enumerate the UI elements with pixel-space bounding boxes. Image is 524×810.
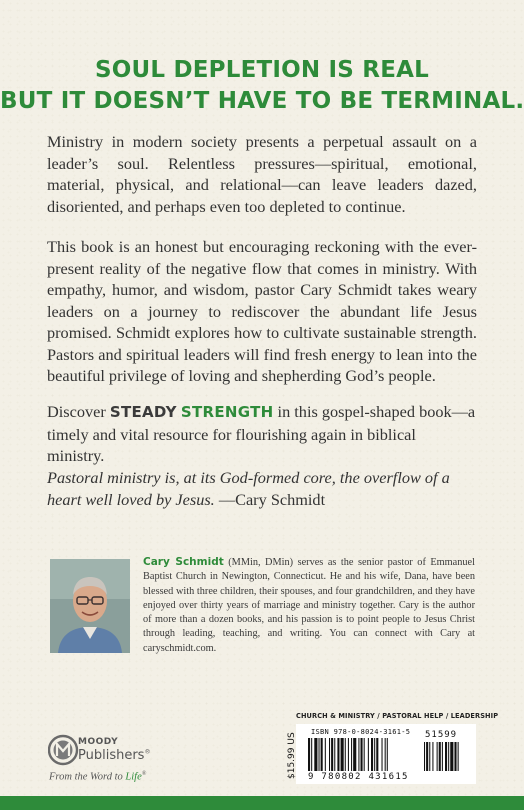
isbn-label: ISBN 978-0-8024-3161-5	[311, 728, 411, 736]
barcode-bar	[387, 738, 388, 771]
barcode-bar	[348, 738, 349, 771]
title-word-strength: STRENGTH	[180, 403, 274, 421]
barcode-bar	[353, 738, 356, 771]
description-paragraph-1: Ministry in modern society presents a perpetual assault on a leader’s soul. Relentless pressures—spiritual, emotional, material, physical, and relational—can leave leaders dazed, disoriented, and perhaps even too depleted to continue.	[47, 132, 477, 216]
barcode-bar	[321, 738, 323, 771]
price-addon-digits: 51599	[425, 730, 458, 740]
addon-bar	[429, 742, 430, 771]
publisher-name-bottom-text: Publishers	[78, 748, 145, 763]
addon-bar	[454, 742, 456, 771]
bisac-category: CHURCH & MINISTRY / PASTORAL HELP / LEADERSHIP	[296, 712, 499, 720]
description-paragraph-2: This book is an honest but encouraging reckoning with the ever-present reality of the negative flow that comes in ministry. With empathy, humor, and wisdom, pastor Cary Schmidt takes weary leaders on a journey to rediscover the abundant life Jesus promised. Schmidt explores how to cultivate sustainable strength. Pastors and spiritual leaders will find fresh energy to lean into the beautiful privilege of loving and shepherding God’s people.	[47, 237, 477, 385]
barcode-bar	[314, 738, 317, 771]
barcode-bar	[371, 738, 373, 771]
barcode-bar	[331, 738, 333, 771]
addon-bar	[426, 742, 428, 771]
p3-tail: in this gospel-shaped book—a timely and vital resource for flourishing again in biblical ministry.	[47, 402, 476, 465]
addon-bar	[445, 742, 447, 771]
price-label: $15.99 US	[287, 732, 297, 780]
description-paragraph-3	[47, 401, 477, 467]
barcode-bar	[351, 738, 352, 771]
author-portrait-illustration	[50, 559, 130, 653]
barcode-bar	[382, 738, 383, 771]
moody-m-emblem	[49, 736, 77, 764]
addon-bar	[450, 742, 453, 771]
title-word-steady: STEADY	[109, 403, 177, 421]
author-bio-text: (MMin, DMin) serves as the senior pastor of Emmanuel Baptist Church in Newington, Connecticut. He and his wife, Dana, have been blessed with three children, their spouses, and four grandchildren, and they have enjoyed over thirty years of marriage and ministry together. Cary is the author of more than a dozen books, and his passion is to point people to Jesus Christ through leading, teaching, and writing. You can connect with Cary at caryschmidt.com.	[143, 557, 475, 654]
bottom-accent-strip	[0, 796, 524, 810]
p3-lead: Discover	[47, 402, 110, 421]
addon-bar	[458, 742, 459, 771]
tagline-start: From the Word	[49, 771, 115, 783]
addon-bar	[432, 742, 433, 771]
tagline-trademark: ®	[141, 771, 147, 777]
quote-attribution: —Cary Schmidt	[214, 489, 326, 509]
barcode-bar	[319, 738, 320, 771]
author-bio	[143, 555, 475, 656]
barcode-bar	[329, 738, 330, 771]
barcode-bar	[358, 738, 359, 771]
publisher-name-bottom	[78, 748, 150, 763]
publisher-trademark: ®	[144, 748, 151, 756]
author-quote	[47, 467, 477, 510]
barcode-bar	[311, 738, 312, 771]
author-name: Cary Schmidt	[143, 556, 224, 568]
addon-bar	[424, 742, 425, 771]
barcode-bar	[345, 738, 346, 771]
barcode-bar	[374, 738, 375, 771]
barcode-bar	[376, 738, 378, 771]
barcode-bar	[341, 738, 344, 771]
tagline-to: to	[114, 771, 126, 783]
author-photo	[50, 559, 130, 653]
barcode-bar	[334, 738, 335, 771]
publisher-name-top: MOODY	[78, 737, 119, 747]
addon-bar	[448, 742, 449, 771]
barcode-bar	[325, 738, 326, 771]
tagline-life: Life	[125, 771, 142, 783]
barcode-bar	[337, 738, 339, 771]
headline-line-2: BUT IT DOESN’T HAVE TO BE TERMINAL.	[0, 88, 524, 114]
ean-digits: 9 780802 431615	[308, 772, 409, 782]
headline-line-1: SOUL DEPLETION IS REAL	[95, 57, 429, 83]
barcode-bar	[368, 738, 369, 771]
barcode-bar	[361, 738, 363, 771]
barcode-bar	[385, 738, 386, 771]
publisher-tagline	[49, 771, 146, 783]
quote-text: Pastoral ministry is, at its God-formed core, the overflow of a heart well loved by Jesus.	[47, 468, 450, 509]
addon-bar	[437, 742, 438, 771]
barcode-bar	[308, 738, 310, 771]
addon-bar	[439, 742, 441, 771]
addon-bar	[442, 742, 443, 771]
barcode-bar	[364, 738, 365, 771]
